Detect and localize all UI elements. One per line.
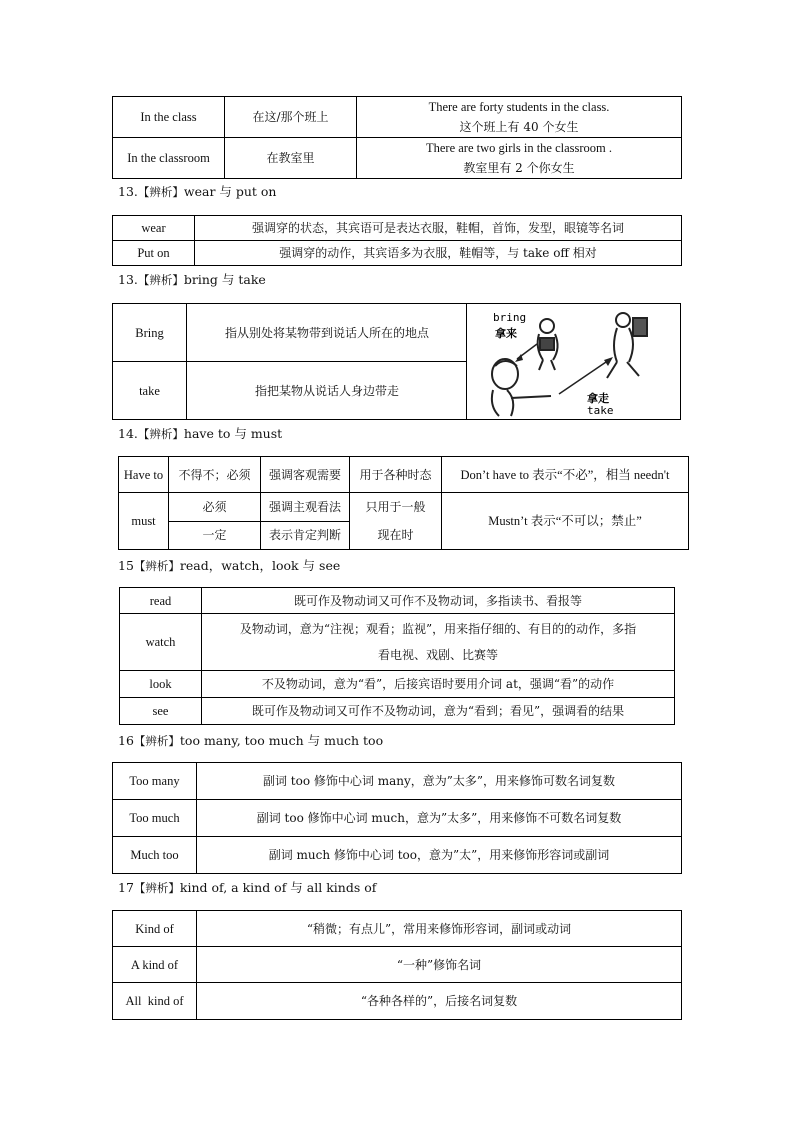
table-row [113,138,682,179]
term-cell: look [120,671,202,698]
heading-number: 13. [118,272,138,287]
table-row [113,947,682,983]
cell: 一定 [169,521,261,550]
term-cell: take [113,362,187,420]
bring-take-drawing [467,304,680,419]
cell: 用于各种时态 [350,457,442,493]
section-heading [118,426,282,442]
cell: 不得不；必须 [169,457,261,493]
table-row [119,493,689,522]
table-row [119,457,689,493]
section-heading [118,272,266,288]
heading-tag: 【辨析】 [133,559,180,573]
cell-line: 现在时 [377,528,414,542]
table-bring-take [112,303,468,420]
table-row [113,216,682,241]
cell: Mustn’t 表示“不可以；禁止” [442,493,689,550]
section-heading [118,558,340,574]
desc-cell: “各种各样的”，后接名词复数 [197,983,682,1020]
cell: 必须 [169,493,261,522]
cell [350,493,442,550]
term-cell: Have to [119,457,169,493]
term-cell: read [120,588,202,614]
heading-number: 14. [118,426,138,441]
desc-cell: “稍微；有点儿”，常用来修饰形容词，副词或动词 [197,911,682,947]
heading-number: 15 [118,558,134,573]
desc-cell: 既可作及物动词又可作不及物动词，多指读书、看报等 [202,588,675,614]
desc-cell: 强调穿的状态，其宾语可是表达衣服，鞋帽，首饰，发型，眼镜等名词 [195,216,682,241]
illus-take-en: take [587,404,614,417]
speaker-figure [492,359,551,416]
table-class-classroom [112,96,682,179]
term-cell: Kind of [113,911,197,947]
heading-number: 17 [118,880,134,895]
example-zh: 这个班上有 40 个女生 [459,120,579,134]
table-row [113,97,682,138]
term-cell: Bring [113,304,187,362]
desc-cell: 强调穿的动作，其宾语多为衣服，鞋帽等，与 take off 相对 [195,241,682,266]
heading-topic: have to 与 must [183,426,283,441]
heading-topic: too many, too much 与 much too [179,733,384,748]
desc-cell: 既可作及物动词又可作不及物动词，意为“看到；看见”，强调看的结果 [202,698,675,725]
table-row [120,588,675,614]
heading-topic: bring 与 take [183,272,266,287]
table-row [113,241,682,266]
example-en: There are forty students in the class. [428,100,610,114]
desc-cell: 副词 too 修饰中心词 much，意为”太多”，用来修饰不可数名词复数 [197,800,682,837]
section-heading [118,184,277,200]
table-row [113,837,682,874]
example-cell [357,138,682,179]
table-wear-puton [112,215,682,266]
example-cell [357,97,682,138]
table-row [113,304,468,362]
heading-tag: 【辨析】 [137,427,184,441]
table-row [120,671,675,698]
term-cell: Too much [113,800,197,837]
desc-cell: 副词 too 修饰中心词 many，意为”太多”，用来修饰可数名词复数 [197,763,682,800]
term-cell: Put on [113,241,195,266]
desc-cell: 不及物动词，意为“看”，后接宾语时要用介词 at，强调“看”的动作 [202,671,675,698]
table-row [120,614,675,671]
term-cell: All kind of [113,983,197,1020]
term-cell: watch [120,614,202,671]
section-heading [118,733,383,749]
desc-line: 看电视、戏剧、比赛等 [377,648,498,662]
table-haveto-must [118,456,689,550]
take-arrow [559,360,609,394]
term-cell: wear [113,216,195,241]
example-en: There are two girls in the classroom . [425,141,613,155]
heading-tag: 【辨析】 [133,734,180,748]
heading-topic: kind of, a kind of 与 all kinds of [179,880,377,895]
table-row [113,362,468,420]
desc-cell: 指从别处将某物带到说话人所在的地点 [187,304,468,362]
cell: 强调客观需要 [261,457,350,493]
table-row [113,911,682,947]
desc-cell: 指把某物从说话人身边带走 [187,362,468,420]
meaning-cell: 在教室里 [225,138,357,179]
cell: 强调主观看法 [261,493,350,522]
term-cell: In the class [113,97,225,138]
term-cell: must [119,493,169,550]
table-row [113,800,682,837]
cell-line: 只用于一般 [365,500,426,514]
term-cell: Much too [113,837,197,874]
illus-bring-zh: 拿来 [495,327,517,340]
heading-topic: read，watch，look 与 see [179,558,341,573]
section-heading [118,880,376,896]
take-arrowhead [604,357,613,366]
term-cell: Too many [113,763,197,800]
table-kind-of [112,910,682,1020]
desc-cell: “一种”修饰名词 [197,947,682,983]
cell: Don’t have to 表示“不必”，相当 needn't [442,457,689,493]
term-cell: In the classroom [113,138,225,179]
table-too-many-much [112,762,682,874]
table-row [120,698,675,725]
cell: 表示肯定判断 [261,521,350,550]
table-read-watch-look-see [119,587,675,725]
heading-topic: wear 与 put on [183,184,277,199]
illus-take-zh: 拿走 [587,392,609,405]
taking-figure [607,313,647,378]
table-row [113,983,682,1020]
heading-tag: 【辨析】 [137,185,184,199]
term-cell: A kind of [113,947,197,983]
desc-line: 及物动词，意为“注视；观看；监视”，用来指仔细的、有目的的动作，多指 [239,622,637,636]
desc-cell [202,614,675,671]
bringing-figure [538,319,558,370]
heading-number: 16 [118,733,134,748]
illus-bring-en: bring [493,311,527,324]
term-cell: see [120,698,202,725]
bring-take-illustration [466,303,681,420]
meaning-cell: 在这/那个班上 [225,97,357,138]
heading-tag: 【辨析】 [133,881,180,895]
heading-tag: 【辨析】 [137,273,184,287]
table-row [113,763,682,800]
desc-cell: 副词 much 修饰中心词 too，意为”太”，用来修饰形容词或副词 [197,837,682,874]
example-zh: 教室里有 2 个你女生 [463,161,575,175]
heading-number: 13. [118,184,138,199]
